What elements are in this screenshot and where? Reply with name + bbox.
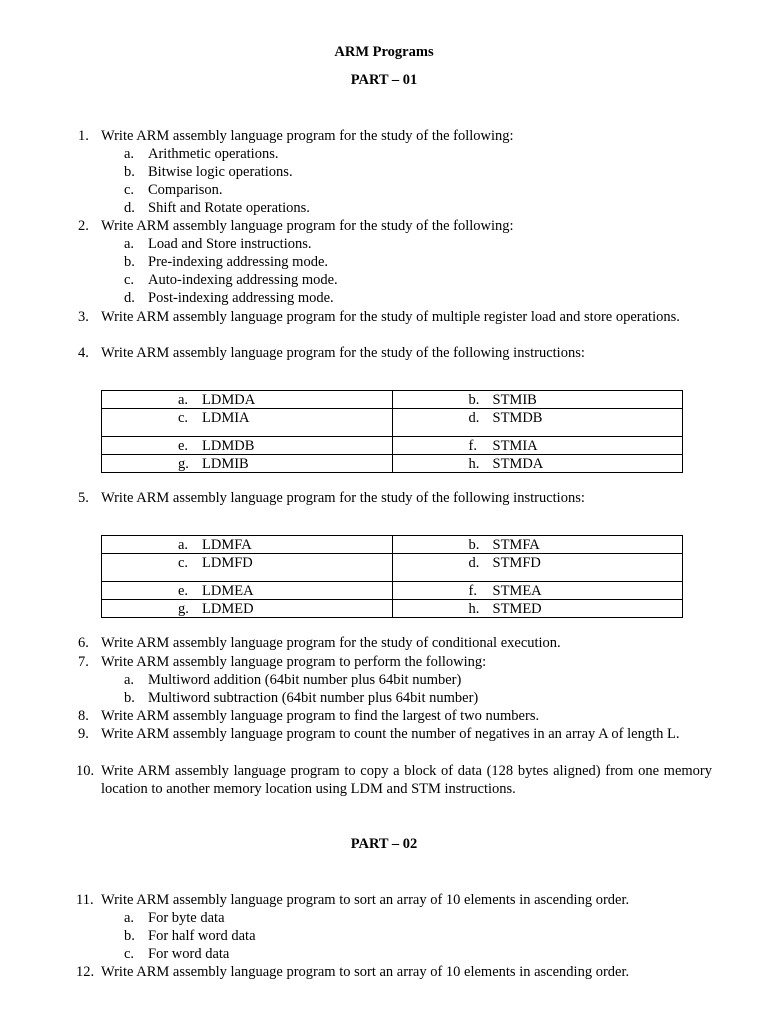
cell-text: LDMEA (202, 583, 254, 599)
sub-letter: c. (124, 182, 135, 198)
cell-letter: f. (468, 583, 477, 599)
table-cell (102, 554, 393, 582)
cell-text: STMDB (492, 410, 543, 426)
cell-letter: b. (468, 392, 480, 408)
sub-text: Arithmetic operations. (148, 146, 279, 162)
table-cell (392, 409, 683, 437)
cell-letter: g. (178, 601, 189, 617)
cell-text: LDMFA (202, 537, 252, 553)
cell-text: STMIB (492, 392, 537, 408)
item-number: 10. (76, 763, 95, 779)
cell-text: LDMIA (202, 410, 250, 426)
item-text: Write ARM assembly language program to sort an array of 10 elements in ascending order. (101, 964, 630, 980)
item-number: 8. (78, 708, 89, 724)
item-text: Write ARM assembly language program for the study of the following instructions: (101, 490, 585, 506)
cell-text: STMED (492, 601, 542, 617)
sub-text: Load and Store instructions. (148, 236, 312, 252)
table-cell (102, 536, 393, 554)
part-01-heading: PART – 01 (350, 72, 418, 88)
item-text: Write ARM assembly language program for the study of the following: (101, 218, 514, 234)
cell-letter: h. (468, 601, 480, 617)
item-text: Write ARM assembly language program to count the number of negatives in an array A of length L. (101, 726, 680, 742)
item-number: 12. (76, 964, 95, 980)
document-title: ARM Programs (334, 44, 434, 60)
table-cell (102, 437, 393, 455)
table-cell (392, 582, 683, 600)
sub-text: Auto-indexing addressing mode. (148, 272, 338, 288)
sub-letter: b. (124, 164, 135, 180)
sub-text: Post-indexing addressing mode. (148, 290, 334, 306)
cell-letter: a. (178, 392, 189, 408)
cell-letter: b. (468, 537, 480, 553)
cell-text: STMEA (492, 583, 542, 599)
item-text: Write ARM assembly language program to sort an array of 10 elements in ascending order. (101, 892, 630, 908)
cell-letter: d. (468, 410, 480, 426)
cell-text: STMFA (492, 537, 540, 553)
item-number: 4. (78, 345, 89, 361)
item-number: 11. (76, 892, 94, 908)
item-text: Write ARM assembly language program to find the largest of two numbers. (101, 708, 540, 724)
item-text: Write ARM assembly language program for the study of multiple register load and store operations. (101, 309, 680, 325)
table-cell (392, 437, 683, 455)
cell-text: STMDA (492, 456, 544, 472)
instructions-table-2 (101, 535, 683, 618)
table-cell (102, 582, 393, 600)
table-cell (392, 391, 683, 409)
sub-letter: b. (124, 254, 135, 270)
item-text: Write ARM assembly language program for the study of the following: (101, 128, 514, 144)
cell-text: LDMIB (202, 456, 249, 472)
sub-letter: a. (124, 672, 135, 688)
sub-text: For half word data (148, 928, 256, 944)
sub-text: Bitwise logic operations. (148, 164, 293, 180)
cell-letter: h. (468, 456, 480, 472)
sub-letter: d. (124, 200, 135, 216)
table-cell (102, 391, 393, 409)
sub-letter: d. (124, 290, 135, 306)
cell-text: LDMFD (202, 555, 253, 571)
cell-letter: e. (178, 438, 189, 454)
sub-text: Comparison. (148, 182, 223, 198)
sub-letter: c. (124, 272, 135, 288)
cell-text: STMFD (492, 555, 541, 571)
cell-text: LDMED (202, 601, 254, 617)
item-number: 7. (78, 654, 89, 670)
sub-letter: a. (124, 236, 135, 252)
item-number: 1. (78, 128, 89, 144)
cell-letter: a. (178, 537, 189, 553)
cell-letter: e. (178, 583, 189, 599)
sub-text: For word data (148, 946, 230, 962)
sub-text: Multiword subtraction (64bit number plus 64bit number) (148, 690, 479, 706)
item-number: 2. (78, 218, 89, 234)
cell-letter: c. (178, 410, 189, 426)
cell-letter: g. (178, 456, 189, 472)
part-02-heading: PART – 02 (350, 836, 418, 852)
cell-letter: f. (468, 438, 477, 454)
table-cell (392, 554, 683, 582)
table-cell (392, 455, 683, 473)
table-cell (102, 455, 393, 473)
sub-letter: a. (124, 146, 135, 162)
table-cell (392, 536, 683, 554)
sub-text: Multiword addition (64bit number plus 64bit number) (148, 672, 462, 688)
item-text: Write ARM assembly language program for the study of the following instructions: (101, 345, 585, 361)
item-text: Write ARM assembly language program to perform the following: (101, 654, 487, 670)
cell-text: STMIA (492, 438, 538, 454)
table-cell (392, 600, 683, 618)
sub-letter: b. (124, 690, 135, 706)
instructions-table-1 (101, 390, 683, 473)
sub-letter: b. (124, 928, 135, 944)
cell-letter: d. (468, 555, 480, 571)
sub-text: Shift and Rotate operations. (148, 200, 310, 216)
item-number: 5. (78, 490, 89, 506)
cell-letter: c. (178, 555, 189, 571)
cell-text: LDMDA (202, 392, 256, 408)
cell-text: LDMDB (202, 438, 255, 454)
sub-letter: a. (124, 910, 135, 926)
item-text: Write ARM assembly language program to copy a block of data (128 bytes aligned) from one memory location to another memory location using LDM and STM instructions. (101, 763, 712, 797)
table-cell (102, 600, 393, 618)
item-number: 3. (78, 309, 89, 325)
sub-letter: c. (124, 946, 135, 962)
sub-text: Pre-indexing addressing mode. (148, 254, 329, 270)
sub-text: For byte data (148, 910, 225, 926)
item-number: 6. (78, 635, 89, 651)
table-cell (102, 409, 393, 437)
item-number: 9. (78, 726, 89, 742)
item-text: Write ARM assembly language program for the study of conditional execution. (101, 635, 561, 651)
